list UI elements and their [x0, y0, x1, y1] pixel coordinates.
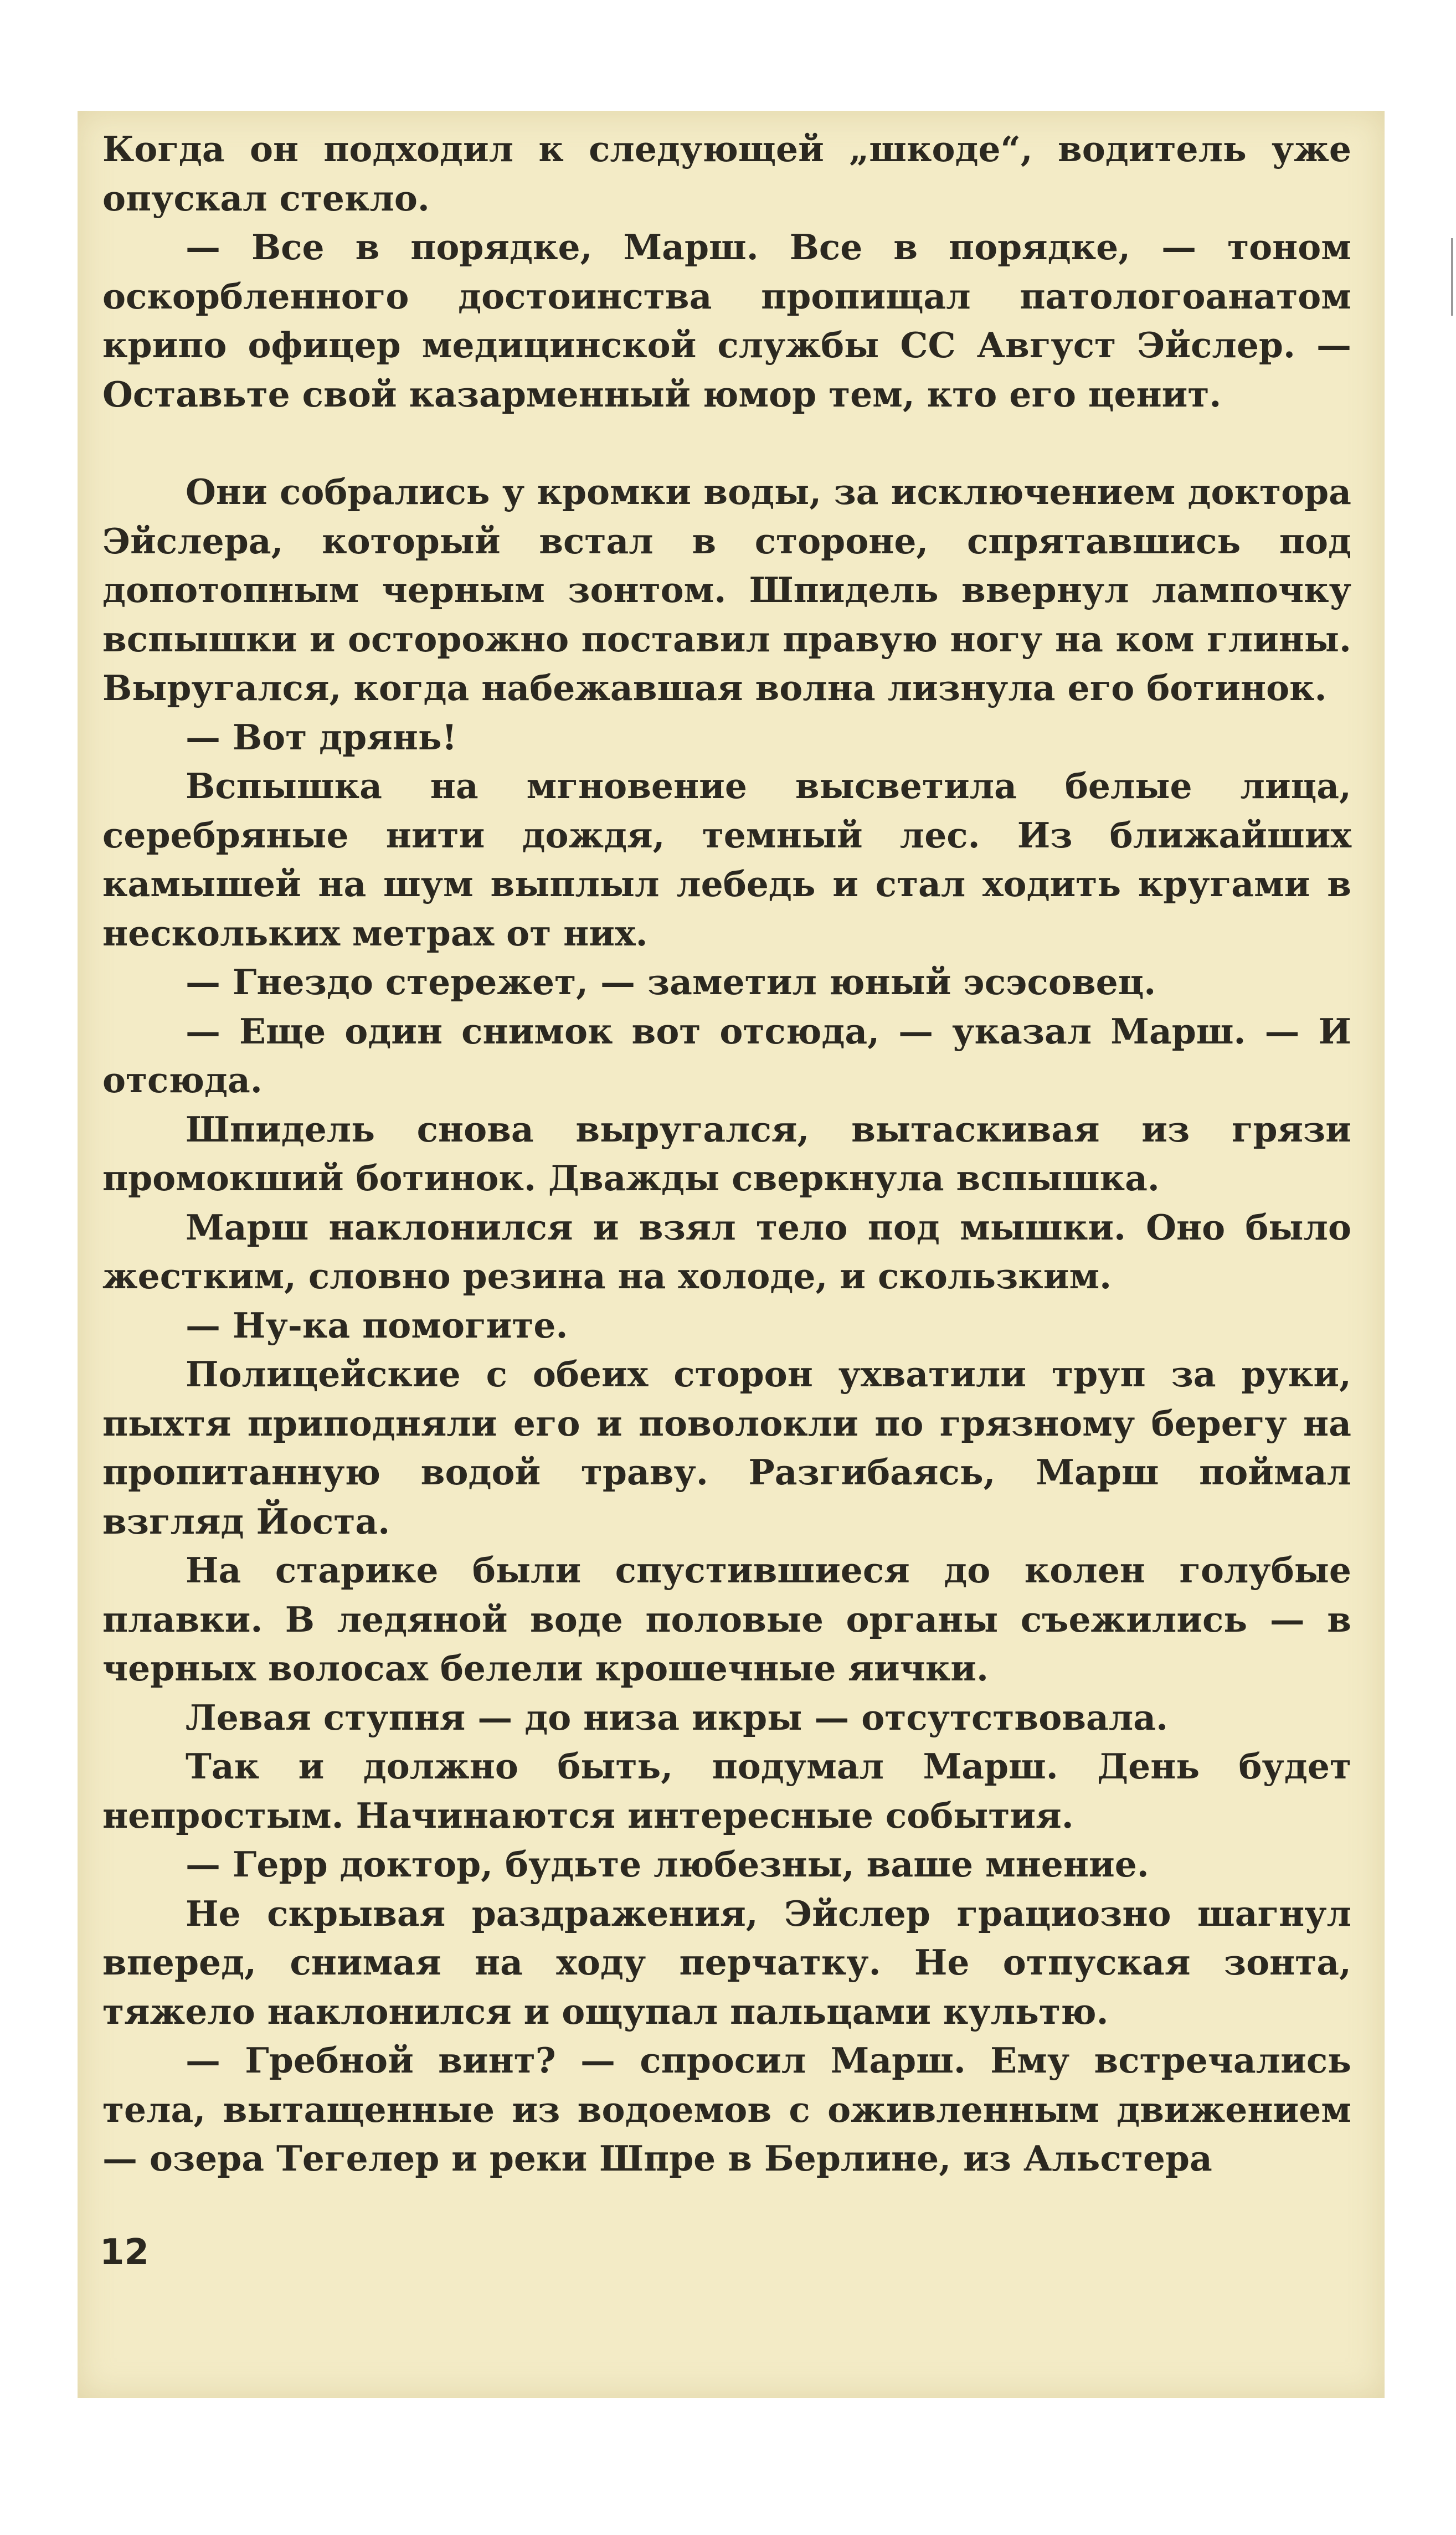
paragraph-7: — Еще один снимок вот отсюда, — указал Марш. — И отсюда.	[102, 1010, 1351, 1101]
paragraph-12: На старике были спустившиеся до колен голубые плавки. В ледяной воде половые органы съежились — в черных волосах белели крошечные яички.	[102, 1550, 1351, 1689]
section-break	[102, 419, 1351, 467]
paragraph-10: — Ну-ка помогите.	[186, 1304, 568, 1346]
page-edge-mark	[1451, 238, 1453, 316]
page-number: 12	[100, 2232, 150, 2273]
paragraph-8: Шпидель снова выругался, вытаскивая из грязи промокший ботинок. Дважды сверкнула вспышка.	[102, 1108, 1351, 1199]
paragraph-9: Марш наклонился и взял тело под мышки. Оно было жестким, словно резина на холоде, и скользким.	[102, 1206, 1351, 1297]
paragraph-2: — Все в порядке, Марш. Все в порядке, — тоном оскорбленного достоинства пропищал патологоанатом крипо офицер медицинской службы СС Август Эйслер. — Оставьте свой казарменный юмор тем, кто его ценит.	[102, 227, 1351, 415]
paragraph-3: Они собрались у кромки воды, за исключением доктора Эйслера, который встал в стороне, спрятавшись под допотопным черным зонтом. Шпидель ввернул лампочку вспышки и осторожно поставил правую ногу на ком глины. Выругался, когда набежавшая волна лизнула его ботинок.	[102, 471, 1351, 708]
paragraph-1: Когда он подходил к следующей „шкоде“, водитель уже опускал стекло.	[102, 128, 1351, 219]
paragraph-15: — Герр доктор, будьте любезны, ваше мнение.	[186, 1844, 1149, 1885]
paragraph-5: Вспышка на мгновение высветила белые лица, серебряные нити дождя, темный лес. Из ближайших камышей на шум выплыл лебедь и стал ходить кругами в нескольких метрах от них.	[102, 765, 1351, 954]
paragraph-17: — Гребной винт? — спросил Марш. Ему встречались тела, вытащенные из водоемов с оживленным движением — озера Тегелер и реки Шпре в Берлине, из Альстера	[102, 2040, 1351, 2179]
paragraph-6: — Гнездо стережет, — заметил юный эсэсовец.	[186, 961, 1156, 1002]
paragraph-13: Левая ступня — до низа икры — отсутствовала.	[186, 1696, 1168, 1738]
paragraph-4: — Вот дрянь!	[186, 716, 457, 758]
paragraph-11: Полицейские с обеих сторон ухватили труп за руки, пыхтя приподняли его и поволокли по грязному берегу на пропитанную водой траву. Разгибаясь, Марш поймал взгляд Йоста.	[102, 1354, 1351, 1542]
page-text	[102, 125, 1351, 2183]
paragraph-16: Не скрывая раздражения, Эйслер грациозно шагнул вперед, снимая на ходу перчатку. Не отпуская зонта, тяжело наклонился и ощупал пальцами культю.	[102, 1893, 1351, 2032]
paragraph-14: Так и должно быть, подумал Марш. День будет непростым. Начинаются интересные события.	[102, 1746, 1351, 1836]
